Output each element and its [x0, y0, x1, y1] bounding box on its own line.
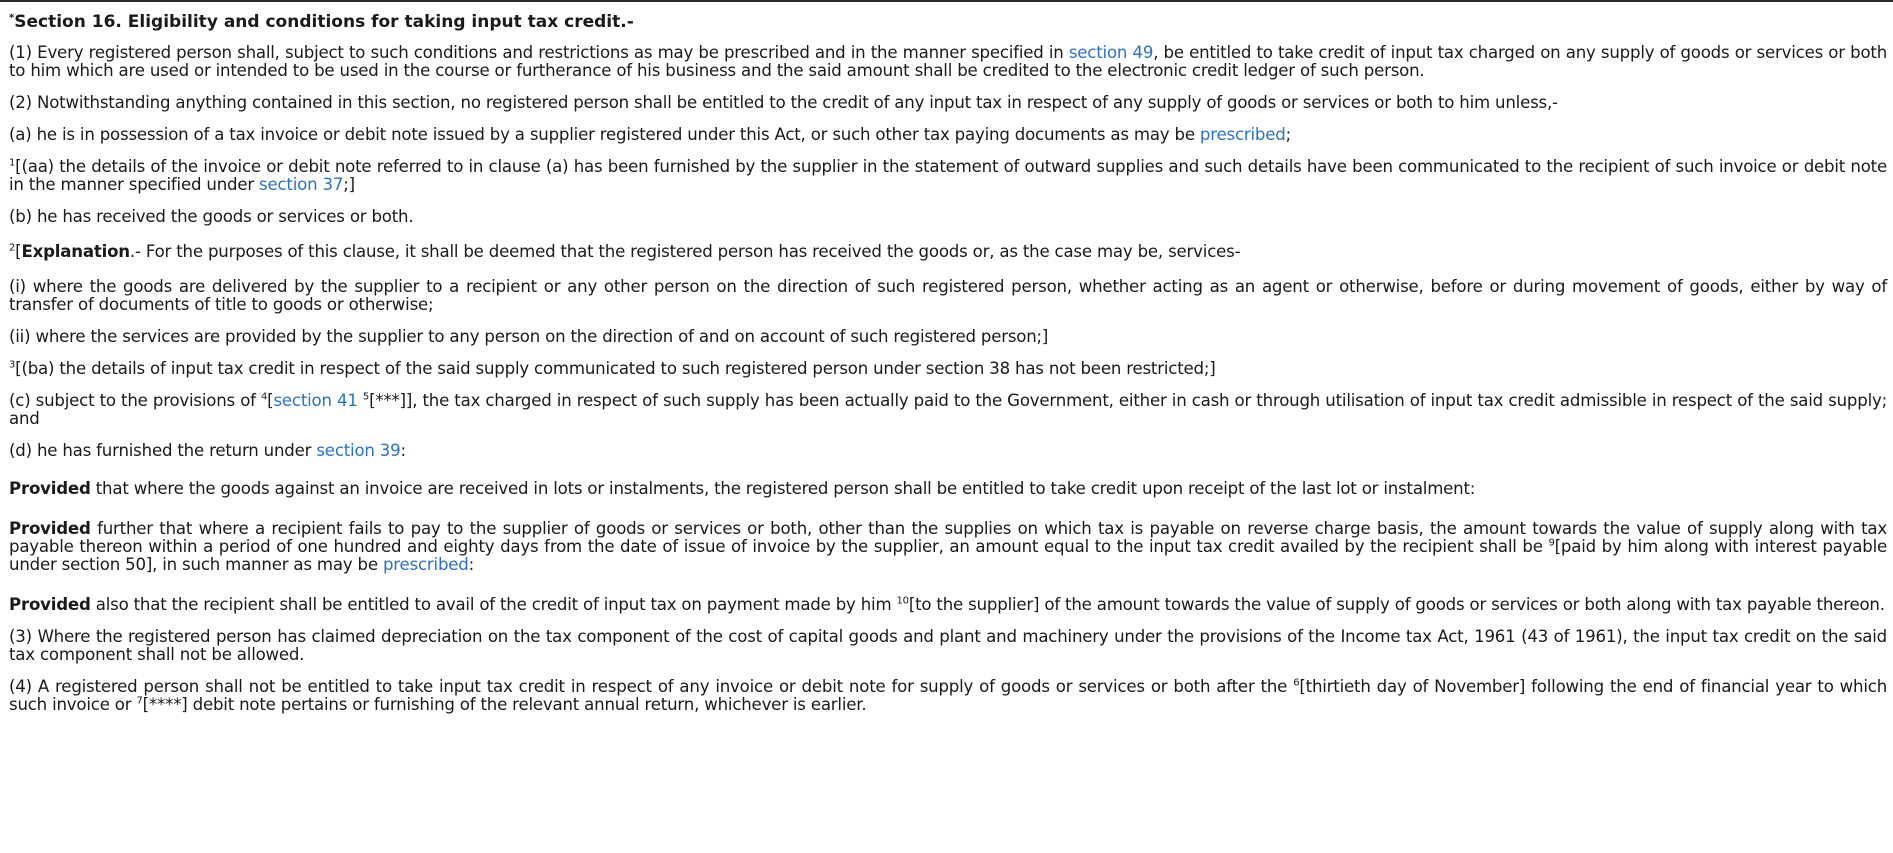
proviso-3: [9, 596, 1887, 614]
clause-c-text-cont: [***]], the tax charged in respect of such supply has been actually paid to the Government, either in cash or through utilisation of input tax credit admissible in respect of the said supply; and: [9, 391, 1888, 428]
clause-d: [9, 442, 1887, 460]
clause-a: [9, 126, 1887, 144]
subsection-4: [9, 678, 1887, 714]
subsection-4-text: (4) A registered person shall not be entitled to take input tax credit in respect of any invoice or debit note for supply of goods or services or both after the: [9, 677, 1294, 696]
explanation-bracket: [: [15, 242, 22, 261]
footnote-ref-5: 5: [362, 391, 370, 403]
explanation-item-ii: (ii) where the services are provided by the supplier to any person on the direction of and on account of such registered person;]: [9, 327, 1049, 346]
section-49-link[interactable]: section 49: [1068, 43, 1154, 62]
proviso-2: [9, 520, 1887, 574]
footnote-ref-2: 2: [9, 242, 16, 254]
clause-d-text: (d) he has furnished the return under: [9, 441, 317, 460]
prescribed-link-a[interactable]: prescribed: [1199, 125, 1286, 144]
prescribed-link-proviso[interactable]: prescribed: [382, 555, 469, 574]
proviso-3-text-cont: [to the supplier] of the amount towards the value of supply of goods or services or both along with tax payable thereon.: [908, 595, 1885, 614]
footnote-ref-3: 3: [9, 359, 16, 371]
clause-c: [9, 392, 1887, 428]
proviso-1-label: Provided: [9, 479, 91, 498]
subsection-1-text: (1) Every registered person shall, subject to such conditions and restrictions as may be prescribed and in the manner specified in: [9, 43, 1069, 62]
clause-ba: [9, 360, 1887, 378]
section-41-link[interactable]: section 41: [273, 391, 358, 410]
clause-ba-text: [(ba) the details of input tax credit in respect of the said supply communicated to such registered person under section 38 has not been restricted;]: [15, 359, 1216, 378]
clause-b: (b) he has received the goods or services or both.: [9, 207, 414, 226]
subsection-1: [9, 44, 1887, 80]
document-body: [9, 12, 1887, 714]
proviso-2-end: :: [468, 555, 475, 574]
footnote-ref-10: 10: [896, 595, 909, 607]
title-asterisk: *: [9, 12, 15, 24]
explanation: [9, 243, 1887, 261]
proviso-1-text: that where the goods against an invoice are received in lots or instalments, the registered person shall be entitled to take credit upon receipt of the last lot or instalment:: [90, 479, 1476, 498]
proviso-3-text: also that the recipient shall be entitled to avail of the credit of input tax on payment made by him: [90, 595, 897, 614]
clause-d-end: :: [400, 441, 406, 460]
clause-a-text: (a) he is in possession of a tax invoice or debit note issued by a supplier registered under this Act, or such other tax paying documents as may be: [9, 125, 1200, 144]
section-37-link[interactable]: section 37: [259, 175, 344, 194]
subsection-3: (3) Where the registered person has claimed depreciation on the tax component of the cost of capital goods and plant and machinery under the provisions of the Income tax Act, 1961 (43 of 1961), the input tax credit on the said tax component shall not be allowed.: [9, 627, 1887, 664]
title-text: Section 16. Eligibility and conditions for taking input tax credit.-: [14, 12, 634, 32]
proviso-2-label: Provided: [9, 519, 91, 538]
explanation-label: Explanation: [21, 242, 130, 261]
section-title: [9, 12, 1887, 32]
proviso-1: [9, 480, 1887, 498]
footnote-ref-7: 7: [136, 695, 143, 707]
clause-c-text: (c) subject to the provisions of: [9, 391, 261, 410]
footnote-ref-4: 4: [260, 391, 268, 403]
footnote-ref-9: 9: [1548, 537, 1555, 549]
section-39-link[interactable]: section 39: [316, 441, 401, 460]
proviso-2-text: further that where a recipient fails to pay to the supplier of goods or services or both, other than the supplies on which tax is payable on reverse charge basis, the amount towards the value of supply along with tax payable thereon within a period of one hundred and eighty days from the date of issue of invoice by the supplier, an amount equal to the input tax credit availed by the recipient shall be: [9, 519, 1887, 556]
proviso-3-label: Provided: [9, 595, 91, 614]
explanation-item-i: (i) where the goods are delivered by the supplier to a recipient or any other person on the direction of such registered person, whether acting as an agent or otherwise, before or during movement of goods, either by way of transfer of documents of title to goods or otherwise;: [9, 277, 1887, 314]
clause-c-bracket: [: [267, 391, 274, 410]
clause-aa: [9, 158, 1887, 194]
subsection-1-text-cont: , be entitled to take credit of input tax charged on any supply of goods or services or both to him which are used or intended to be used in the course or furtherance of his business and the said amount shall be credited to the electronic credit ledger of such person.: [9, 43, 1888, 80]
subsection-4-text-cont: [thirtieth day of November] following the end of financial year to which such invoice or: [9, 677, 1888, 714]
subsection-4-end: [****] debit note pertains or furnishing of the relevant annual return, whichever is earlier.: [142, 695, 867, 714]
clause-aa-text: [(aa) the details of the invoice or debit note referred to in clause (a) has been furnished by the supplier in the statement of outward supplies and such details have been communicated to the recipient of such invoice or debit note in the manner specified under: [9, 157, 1887, 194]
footnote-ref-1: 1: [9, 157, 16, 169]
subsection-2: (2) Notwithstanding anything contained in this section, no registered person shall be entitled to the credit of any input tax in respect of any supply of goods or services or both to him unless,-: [9, 93, 1558, 112]
explanation-text: .- For the purposes of this clause, it shall be deemed that the registered person has received the goods or, as the case may be, services-: [129, 242, 1241, 261]
clause-aa-end: ;]: [343, 175, 355, 194]
footnote-ref-6: 6: [1293, 677, 1300, 689]
proviso-2-text-cont: [paid by him along with interest payable under section 50], in such manner as may be: [9, 537, 1887, 574]
clause-a-end: ;: [1285, 125, 1292, 144]
